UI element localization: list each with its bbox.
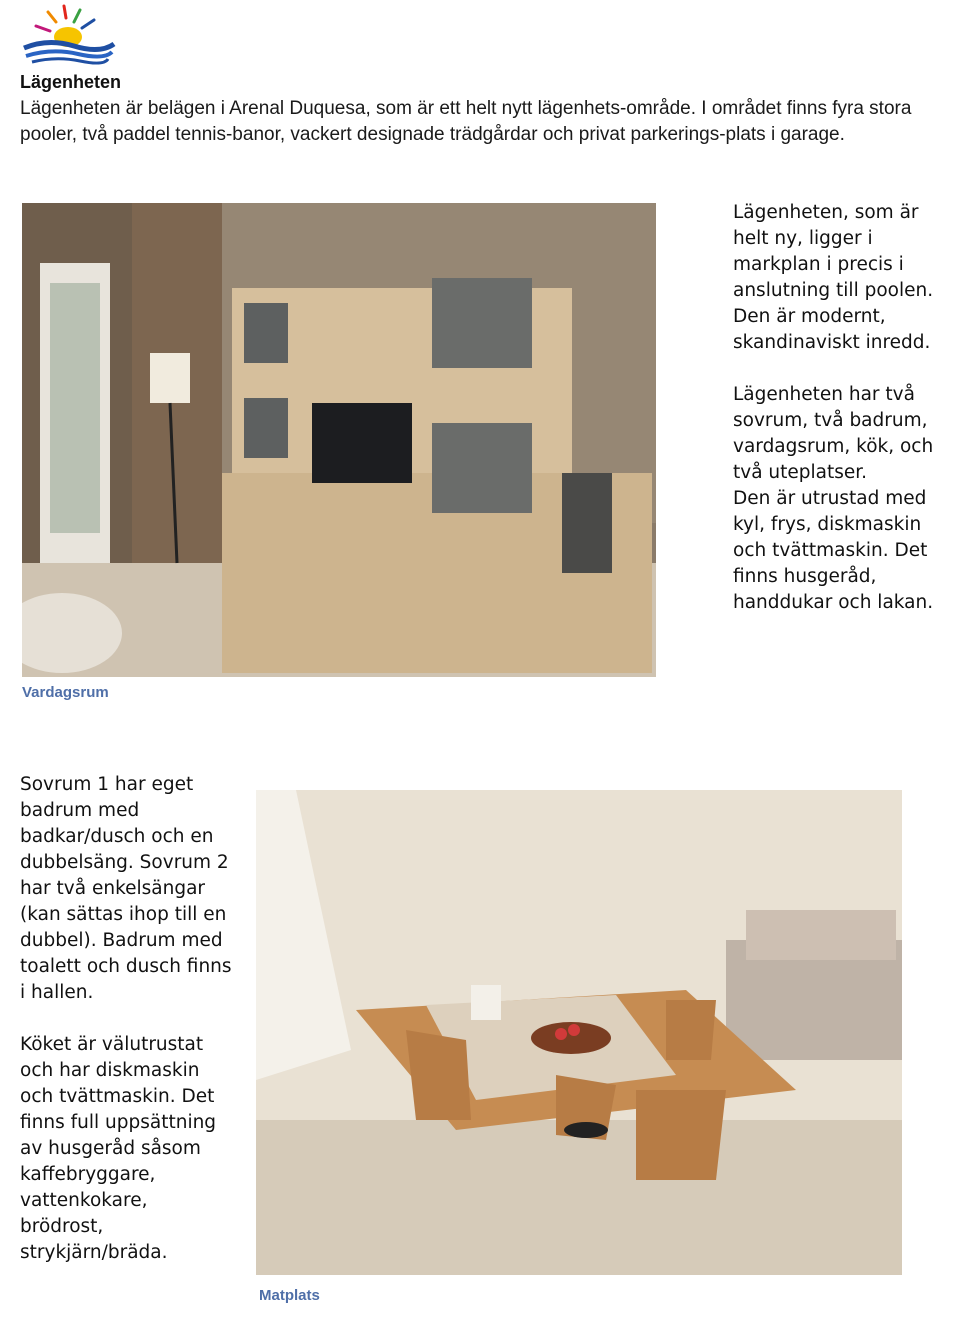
living-room-caption: Vardagsrum [22, 684, 109, 701]
right-text-para4: Den är utrustad med kyl, frys, diskmaskin och tvättmaskin. Det finns husgeråd, handdukar och lakan. [733, 488, 934, 613]
right-text-para1: Lägenheten, som är helt ny, ligger i markplan i precis i anslutning till poolen. [733, 202, 934, 301]
right-text-para3: Lägenheten har två sovrum, två badrum, vardagsrum, kök, och två uteplatser. [733, 384, 934, 483]
dining-caption: Matplats [259, 1287, 320, 1304]
left-text-para1: Sovrum 1 har eget badrum med badkar/dusch och en dubbelsäng. Sovrum 2 har två enkelsängar (kan sättas ihop till en dubbel). Badrum med toalett och dusch finns i hallen. [20, 774, 232, 1003]
company-logo [18, 4, 118, 68]
page-heading: Lägenheten [20, 72, 122, 92]
living-room-photo [22, 203, 656, 677]
left-text-para2: Köket är välutrustat och har diskmaskin och tvättmaskin. Det finns full uppsättning av husgeråd såsom kaffebryggare, vattenkokare, brödrost, strykjärn/bräda. [20, 1034, 217, 1263]
dining-area-photo [256, 790, 902, 1275]
intro-paragraph: Lägenheten är belägen i Arenal Duquesa, som är ett helt nytt lägenhets-område. I området finns fyra stora pooler, två paddel tennis-banor, vackert designade trädgårdar och privat parkerings-plats i garage. [20, 98, 912, 145]
right-text-para2: Den är modernt, skandinaviskt inredd. [733, 306, 931, 353]
right-text-column [733, 200, 943, 616]
sun-sea-logo-icon [18, 4, 118, 68]
left-text-column [20, 772, 235, 1266]
